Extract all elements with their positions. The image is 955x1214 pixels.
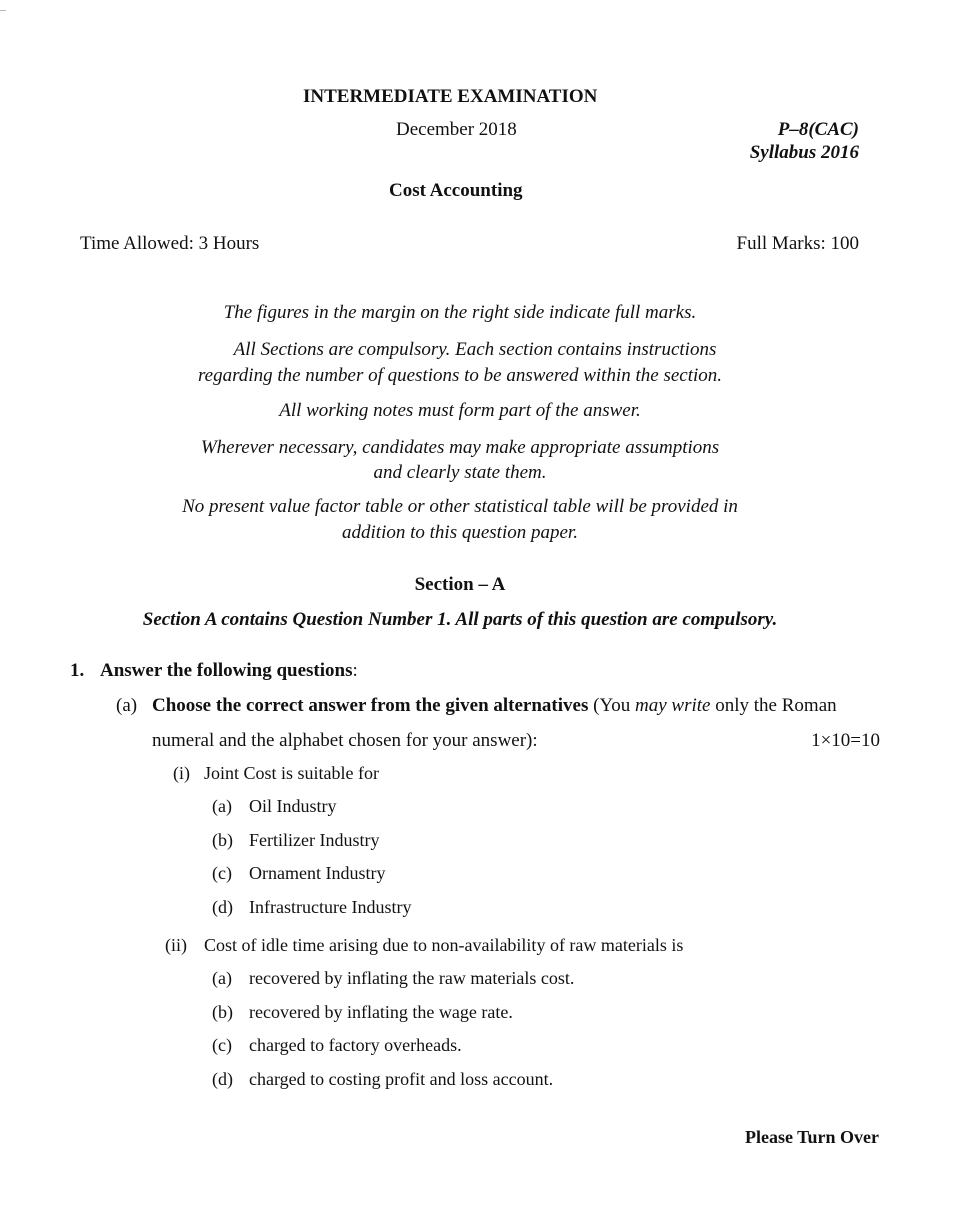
option-label: (d) [212, 897, 233, 917]
option-label: (a) [212, 796, 232, 816]
instruction-line: regarding the number of questions to be answered within the section. [197, 365, 723, 386]
option-label: (c) [212, 1035, 232, 1055]
option-text: charged to factory overheads. [249, 1035, 462, 1055]
subject-title: Cost Accounting [389, 180, 523, 201]
option-label: (d) [212, 1069, 233, 1089]
instruction-line: Wherever necessary, candidates may make appropriate assumptions [200, 437, 720, 458]
question-text [100, 660, 358, 682]
instruction-line: All working notes must form part of the answer. [279, 400, 641, 421]
option-text: Oil Industry [249, 796, 337, 816]
part-a-bold-text: Choose the correct answer from the given alternatives [152, 695, 589, 716]
part-a-label: (a) [116, 695, 138, 716]
option-text: recovered by inflating the wage rate. [249, 1002, 513, 1022]
margin-mark [0, 10, 6, 11]
section-note: Section A contains Question Number 1. All parts of this question are compulsory. [142, 609, 778, 630]
option-label: (b) [212, 1002, 233, 1022]
part-a-italic-text: may write [635, 695, 711, 716]
option-label: (c) [212, 863, 232, 883]
option-label: (b) [212, 830, 233, 850]
instruction-line: All Sections are compulsory. Each section contains instructions [233, 339, 717, 360]
option-text: Ornament Industry [249, 863, 386, 883]
question-text-bold: Answer the following questions [100, 660, 353, 681]
please-turn-over: Please Turn Over [745, 1127, 879, 1147]
part-a-paren-start: (You [588, 695, 636, 716]
instruction-line: and clearly state them. [373, 462, 547, 483]
option-text: Fertilizer Industry [249, 830, 380, 850]
option-text: charged to costing profit and loss account. [249, 1069, 554, 1089]
option-label: (a) [212, 968, 232, 988]
subquestion-label: (ii) [165, 935, 187, 955]
paper-code: P–8(CAC) [777, 119, 859, 140]
syllabus: Syllabus 2016 [749, 142, 859, 163]
time-allowed: Time Allowed: 3 Hours [80, 233, 260, 254]
part-a-paren-end: only the Roman [710, 695, 837, 716]
exam-title: INTERMEDIATE EXAMINATION [303, 86, 598, 107]
question-number: 1. [70, 660, 85, 681]
section-title: Section – A [414, 574, 506, 595]
part-a-line2: numeral and the alphabet chosen for your answer): [152, 730, 538, 751]
subquestion-text: Joint Cost is suitable for [204, 763, 379, 783]
question-colon: : [352, 660, 358, 681]
option-text: recovered by inflating the raw materials cost. [249, 968, 575, 988]
part-a-marks: 1×10=10 [811, 730, 880, 751]
subquestion-label: (i) [173, 763, 190, 783]
option-text: Infrastructure Industry [249, 897, 412, 917]
full-marks: Full Marks: 100 [736, 233, 859, 254]
subquestion-text: Cost of idle time arising due to non-availability of raw materials is [204, 935, 684, 955]
instruction-line: addition to this question paper. [342, 522, 578, 543]
instruction-line: The figures in the margin on the right side indicate full marks. [223, 302, 697, 323]
exam-date: December 2018 [396, 119, 517, 140]
part-a-instruction [152, 695, 837, 717]
instruction-line: No present value factor table or other statistical table will be provided in [182, 496, 738, 517]
